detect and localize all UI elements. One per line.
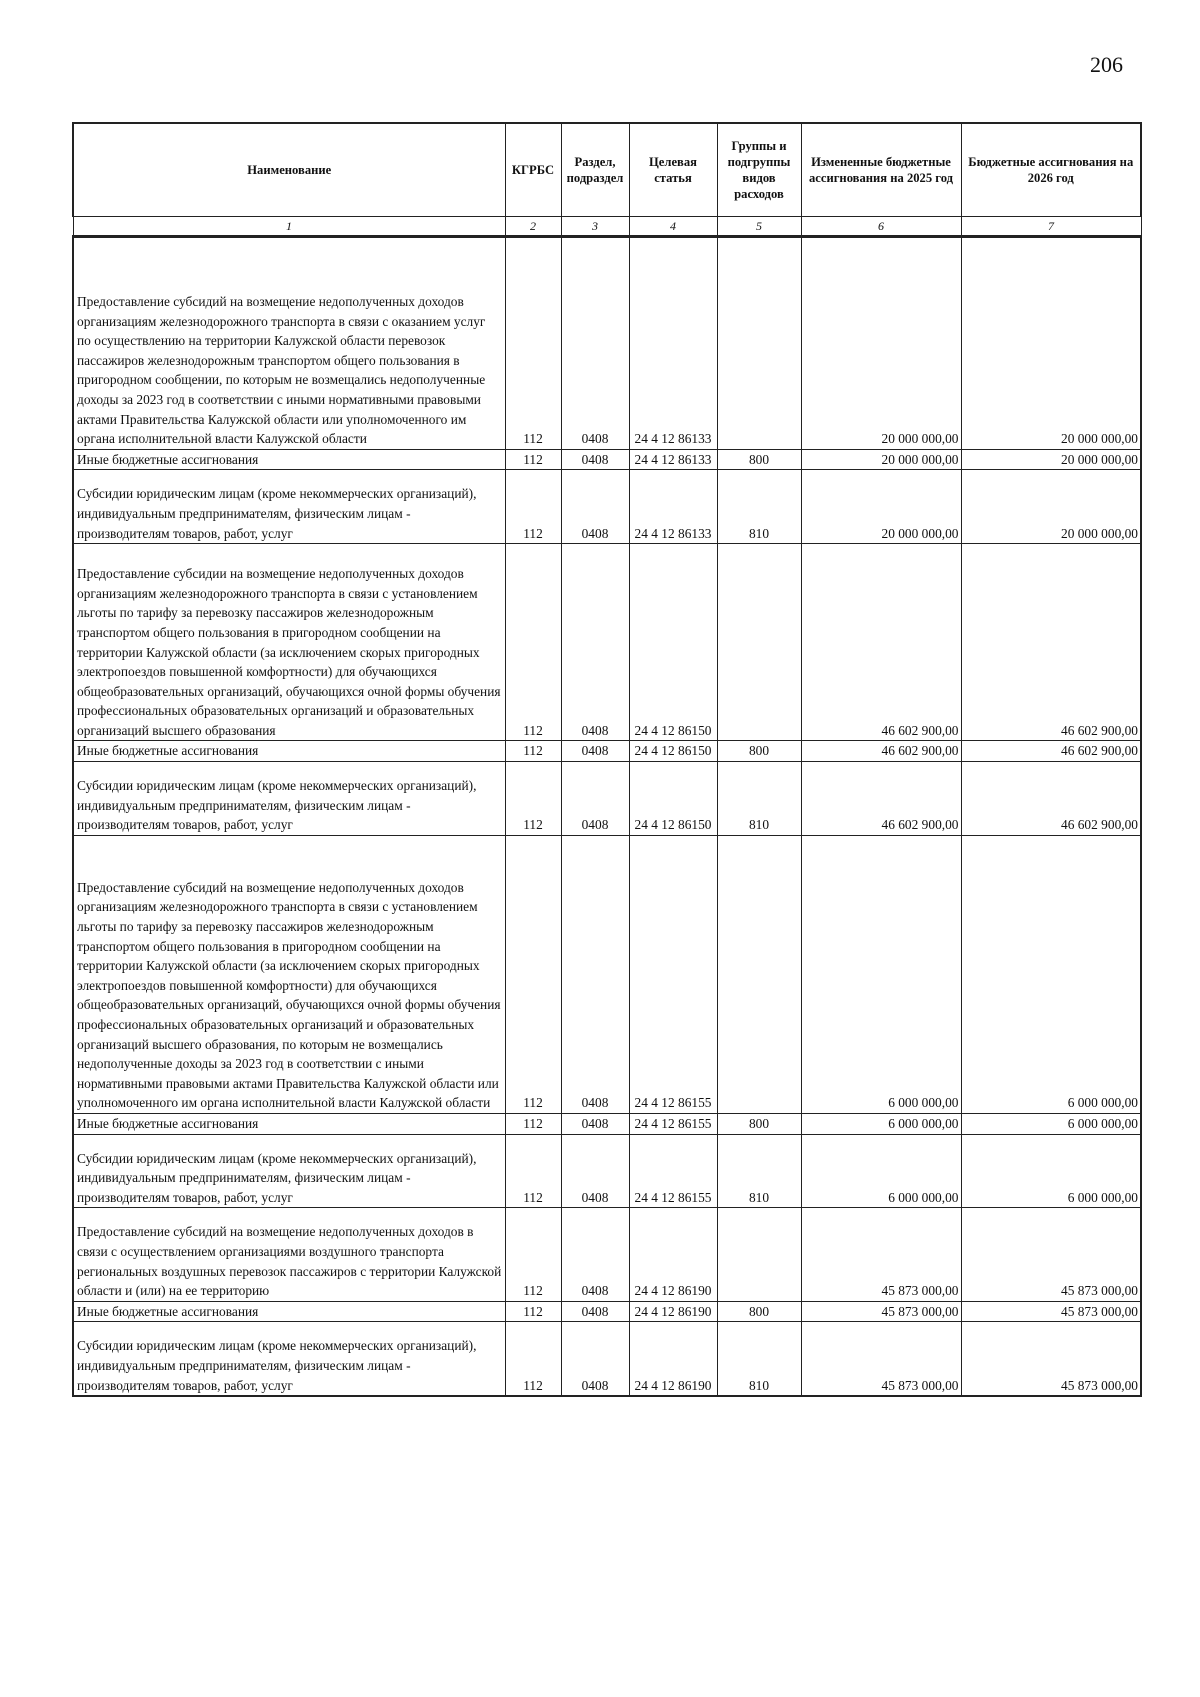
row-target: 24 4 12 86155 [629, 1113, 717, 1134]
row-kgrbs: 112 [505, 470, 561, 544]
row-kgrbs: 112 [505, 762, 561, 836]
row-target: 24 4 12 86155 [629, 835, 717, 1113]
row-section: 0408 [561, 237, 629, 450]
column-number: 5 [717, 217, 801, 237]
column-number: 1 [73, 217, 505, 237]
row-section: 0408 [561, 470, 629, 544]
page-number: 206 [1090, 52, 1123, 77]
row-group: 800 [717, 449, 801, 470]
row-group: 810 [717, 762, 801, 836]
table-row [73, 1322, 1141, 1396]
row-target: 24 4 12 86133 [629, 237, 717, 450]
table-row [73, 1208, 1141, 1301]
table-row [73, 449, 1141, 470]
row-section: 0408 [561, 741, 629, 762]
row-target: 24 4 12 86155 [629, 1134, 717, 1208]
row-group: 810 [717, 1322, 801, 1396]
row-section: 0408 [561, 1301, 629, 1322]
row-name: Предоставление субсидий на возмещение недополученных доходов организациям железнодорожного транспорта в связи с установлением льготы по тарифу за перевозку пассажиров железнодорожным транспортом общего пользования в пригородном сообщении на территории Калужской области (за исключением скорых пригородных электропоездов повышенной комфортности) для обучающихся общеобразовательных организаций, обучающихся очной формы обучения профессиональных образовательных организаций и образовательных организаций высшего образования, по которым не возмещались недополученные доходы за 2023 год в соответствии с иными нормативными правовыми актами Правительства Калужской области или уполномоченного им органа исполнительной власти Калужской области [73, 835, 505, 1113]
row-y2025: 45 873 000,00 [801, 1301, 961, 1322]
table-row [73, 1134, 1141, 1208]
table-row [73, 470, 1141, 544]
row-y2026: 46 602 900,00 [961, 544, 1141, 741]
row-target: 24 4 12 86133 [629, 470, 717, 544]
row-kgrbs: 112 [505, 544, 561, 741]
row-target: 24 4 12 86190 [629, 1322, 717, 1396]
row-section: 0408 [561, 1113, 629, 1134]
row-target: 24 4 12 86150 [629, 762, 717, 836]
row-kgrbs: 112 [505, 449, 561, 470]
table-row [73, 1301, 1141, 1322]
row-y2026: 46 602 900,00 [961, 741, 1141, 762]
row-name: Иные бюджетные ассигнования [73, 1113, 505, 1134]
row-y2025: 6 000 000,00 [801, 835, 961, 1113]
row-group: 800 [717, 1113, 801, 1134]
header-kgrbs: КГРБС [505, 123, 561, 217]
header-y2025: Измененные бюджетные ассигнования на 2025 год [801, 123, 961, 217]
row-target: 24 4 12 86190 [629, 1301, 717, 1322]
row-y2025: 6 000 000,00 [801, 1113, 961, 1134]
row-name: Предоставление субсидий на возмещение недополученных доходов организациям железнодорожного транспорта в связи с оказанием услуг по осуществлению на территории Калужской области перевозок пассажиров железнодорожным транспортом общего пользования в пригородном сообщении, по которым не возмещались недополученные доходы за 2023 год в соответствии с иными нормативными правовыми актами Правительства Калужской области или уполномоченного им органа исполнительной власти Калужской области [73, 237, 505, 450]
row-y2025: 46 602 900,00 [801, 741, 961, 762]
row-y2026: 20 000 000,00 [961, 237, 1141, 450]
column-number: 7 [961, 217, 1141, 237]
row-kgrbs: 112 [505, 741, 561, 762]
header-groups: Группы и подгруппы видов расходов [717, 123, 801, 217]
row-section: 0408 [561, 762, 629, 836]
header-section: Раздел, подраздел [561, 123, 629, 217]
row-y2025: 45 873 000,00 [801, 1322, 961, 1396]
row-group [717, 1208, 801, 1301]
row-target: 24 4 12 86133 [629, 449, 717, 470]
row-name: Субсидии юридическим лицам (кроме некоммерческих организаций), индивидуальным предпринимателям, физическим лицам - производителям товаров, работ, услуг [73, 762, 505, 836]
row-y2025: 20 000 000,00 [801, 237, 961, 450]
row-kgrbs: 112 [505, 237, 561, 450]
row-y2025: 20 000 000,00 [801, 449, 961, 470]
row-group [717, 835, 801, 1113]
header-y2026: Бюджетные ассигнования на 2026 год [961, 123, 1141, 217]
row-section: 0408 [561, 1208, 629, 1301]
row-name: Иные бюджетные ассигнования [73, 1301, 505, 1322]
row-name: Предоставление субсидии на возмещение недополученных доходов организациям железнодорожного транспорта в связи с установлением льготы по тарифу за перевозку пассажиров железнодорожным транспортом общего пользования в пригородном сообщении на территории Калужской области (за исключением скорых пригородных электропоездов повышенной комфортности) для обучающихся общеобразовательных организаций, обучающихся очной формы обучения профессиональных образовательных организаций и образовательных организаций высшего образования [73, 544, 505, 741]
table-row [73, 237, 1141, 450]
table-row [73, 762, 1141, 836]
row-target: 24 4 12 86190 [629, 1208, 717, 1301]
row-y2026: 6 000 000,00 [961, 835, 1141, 1113]
row-y2026: 45 873 000,00 [961, 1301, 1141, 1322]
row-section: 0408 [561, 1322, 629, 1396]
column-number: 4 [629, 217, 717, 237]
row-kgrbs: 112 [505, 1208, 561, 1301]
row-y2025: 45 873 000,00 [801, 1208, 961, 1301]
row-kgrbs: 112 [505, 835, 561, 1113]
row-group: 800 [717, 1301, 801, 1322]
header-target: Целевая статья [629, 123, 717, 217]
column-number: 6 [801, 217, 961, 237]
row-y2026: 20 000 000,00 [961, 470, 1141, 544]
row-name: Субсидии юридическим лицам (кроме некоммерческих организаций), индивидуальным предпринимателям, физическим лицам - производителям товаров, работ, услуг [73, 470, 505, 544]
row-section: 0408 [561, 544, 629, 741]
row-y2025: 46 602 900,00 [801, 544, 961, 741]
row-y2026: 6 000 000,00 [961, 1113, 1141, 1134]
table-row [73, 835, 1141, 1113]
column-number: 2 [505, 217, 561, 237]
table-row [73, 1113, 1141, 1134]
column-number: 3 [561, 217, 629, 237]
row-kgrbs: 112 [505, 1134, 561, 1208]
row-y2026: 20 000 000,00 [961, 449, 1141, 470]
row-target: 24 4 12 86150 [629, 741, 717, 762]
row-kgrbs: 112 [505, 1322, 561, 1396]
header-row [73, 123, 1141, 217]
table-row [73, 544, 1141, 741]
row-target: 24 4 12 86150 [629, 544, 717, 741]
row-name: Иные бюджетные ассигнования [73, 449, 505, 470]
row-section: 0408 [561, 835, 629, 1113]
row-y2026: 45 873 000,00 [961, 1322, 1141, 1396]
row-kgrbs: 112 [505, 1113, 561, 1134]
row-y2025: 6 000 000,00 [801, 1134, 961, 1208]
column-number-row [73, 217, 1141, 237]
row-name: Предоставление субсидий на возмещение недополученных доходов в связи с осуществлением организациями воздушного транспорта региональных воздушных перевозок пассажиров с территории Калужской области и (или) на ее территорию [73, 1208, 505, 1301]
row-section: 0408 [561, 449, 629, 470]
row-y2025: 46 602 900,00 [801, 762, 961, 836]
row-name: Субсидии юридическим лицам (кроме некоммерческих организаций), индивидуальным предпринимателям, физическим лицам - производителям товаров, работ, услуг [73, 1322, 505, 1396]
header-name: Наименование [73, 123, 505, 217]
row-name: Иные бюджетные ассигнования [73, 741, 505, 762]
table-row [73, 741, 1141, 762]
row-kgrbs: 112 [505, 1301, 561, 1322]
row-group [717, 237, 801, 450]
row-y2026: 6 000 000,00 [961, 1134, 1141, 1208]
row-name: Субсидии юридическим лицам (кроме некоммерческих организаций), индивидуальным предпринимателям, физическим лицам - производителям товаров, работ, услуг [73, 1134, 505, 1208]
row-group: 810 [717, 470, 801, 544]
row-group: 810 [717, 1134, 801, 1208]
row-group: 800 [717, 741, 801, 762]
row-y2026: 46 602 900,00 [961, 762, 1141, 836]
row-y2025: 20 000 000,00 [801, 470, 961, 544]
budget-table [72, 122, 1142, 1397]
row-y2026: 45 873 000,00 [961, 1208, 1141, 1301]
row-group [717, 544, 801, 741]
row-section: 0408 [561, 1134, 629, 1208]
